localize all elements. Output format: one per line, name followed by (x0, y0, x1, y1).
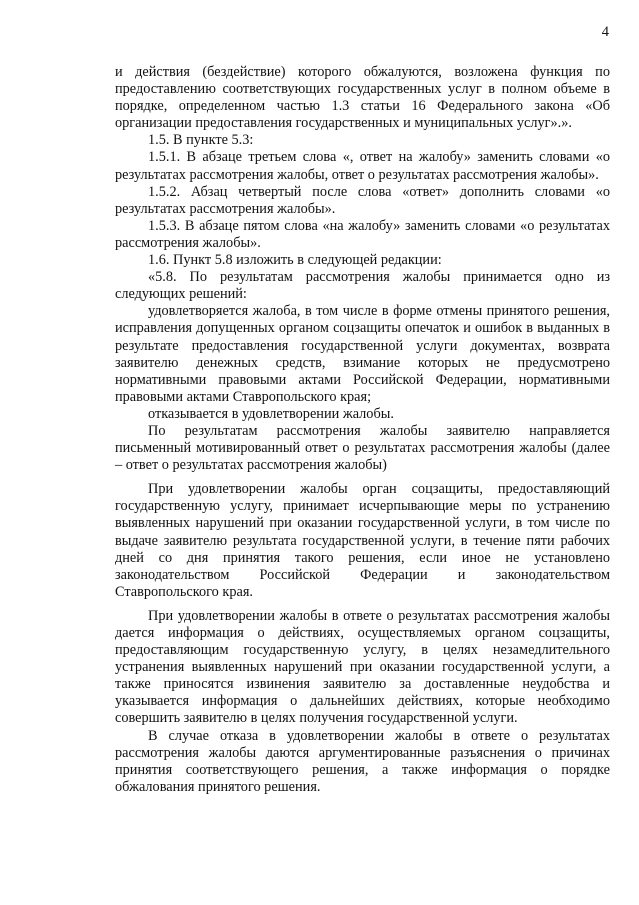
paragraph-5-8: «5.8. По результатам рассмотрения жалобы принимается одно из следующих решений: (115, 269, 610, 303)
page-number: 4 (601, 24, 609, 40)
document-body (115, 64, 610, 796)
paragraph-1-5-1: 1.5.1. В абзаце третьем слова «, ответ на жалобу» заменить словами «о результатах рассмотрения жалобы, ответ о результатах рассмотрения жалобы». (115, 149, 610, 183)
paragraph-1-5-3: 1.5.3. В абзаце пятом слова «на жалобу» заменить словами «о результатах рассмотрения жалобы». (115, 217, 610, 251)
paragraph-satisfaction-answer: При удовлетворении жалобы в ответе о результатах рассмотрения жалобы дается информация о действиях, осуществляемых органом соцзащиты, предоставляющим государственную услугу, в целях незамедлительного устранения выявленных нарушений при оказании государственной услуги, а также приносятся извинения заявителю за доставленные неудобства и указывается информация о дальнейших действиях, которые необходимо совершить заявителю в целях получения государственной услуги. (115, 607, 610, 727)
paragraph-decision-refuse: отказывается в удовлетворении жалобы. (148, 405, 394, 422)
paragraph-1-6: 1.6. Пункт 5.8 изложить в следующей редакции: (148, 252, 442, 269)
paragraph-1-5-2: 1.5.2. Абзац четвертый после слова «ответ» дополнить словами «о результатах рассмотрения жалобы». (115, 183, 610, 217)
paragraph-reasoned-answer: По результатам рассмотрения жалобы заявителю направляется письменный мотивированный ответ о результатах рассмотрения жалобы (далее – ответ о результатах рассмотрения жалобы) (115, 422, 610, 474)
paragraph-decision-satisfy: удовлетворяется жалоба, в том числе в форме отмены принятого решения, исправления допущенных органом соцзащиты опечаток и ошибок в выданных в результате предоставления государственной услуги документах, возврата заявителю денежных средств, взимание которых не предусмотрено нормативными правовыми актами Российской Федерации, нормативными правовыми актами Ставропольского края; (115, 303, 610, 405)
paragraph-1-5: 1.5. В пункте 5.3: (148, 132, 254, 149)
paragraph-satisfaction-measures: При удовлетворении жалобы орган соцзащиты, предоставляющий государственную услугу, принимает исчерпывающие меры по устранению выявленных нарушений при оказании государственной услуги, в том числе по выдаче заявителю результата государственной услуги, в течение пяти рабочих дней со дня принятия такого решения, если иное не установлено законодательством Российской Федерации и законодательством Ставропольского края. (115, 481, 610, 600)
paragraph-continuation: и действия (бездействие) которого обжалуются, возложена функция по предоставлению соответствующих государственных услуг в полном объеме в порядке, определенном частью 1.3 статьи 16 Федерального закона «Об организации предоставления государственных и муниципальных услуг».». (115, 64, 610, 132)
paragraph-refusal-answer: В случае отказа в удовлетворении жалобы в ответе о результатах рассмотрения жалобы даются аргументированные разъяснения о причинах принятия соответствующего решения, а также информация о порядке обжалования принятого решения. (115, 727, 610, 795)
